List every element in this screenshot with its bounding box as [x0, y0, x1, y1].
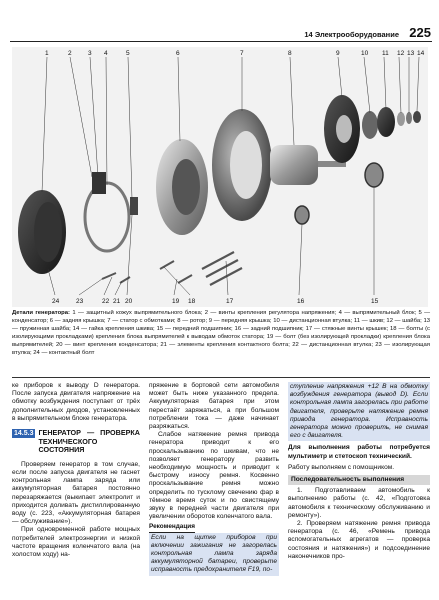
paragraph: Проверяем генератор в том случае, если после запуска двигателя не гаснет контрольная лампа заряда или аккумуляторная батарея постоянно перезаряжается (выкипает электролит и приходится доливать дистиллированную воду (с. 223, «Аккумуляторная батарея — обслуживание»). [12, 460, 140, 526]
caption-text: 1 — защитный кожух выпрямительного блока; 2 — винты крепления регулятора напряжения; 4 — выпрямительный блок; 5 — конденсатор; 6 — задняя крышка; 7 — статор с обмотками; 8 — ротор; 9 — передняя крышка; 10 — дистанционная втулка; 11 — шкив; 12 — шайба; 13 — пружинная шайба; 14 — гайка крепления шкива; 15 — передний подшипник; 16 — задний подшипник; 17 — стяжные винты крышек; 18 — болты (с изолирующими прокладками) крепления блока выпрямителей к выводам обмоток статора; 19 — болт (без изолирующей прокладки) крепления блока выпрямителей; 20 — винт крепления конденсатора; 21 — элементы крепления контактного болта; 22 — дистанционная втулка; 23 — изолирующая втулка; 24 — контактный болт [12, 310, 430, 356]
caption-rule [12, 377, 430, 378]
text-column-3 [288, 382, 430, 561]
front-cover-hub [336, 115, 352, 143]
header-rule [10, 41, 432, 42]
callout-11: 11 [382, 50, 389, 57]
paragraph: пряжение в бортовой сети автомобиля может быть ниже указанного предела. Аккумуляторная батарея при этом перестаёт заряжаться, а при большом потреблении тока — даже начинает разряжаться. [149, 382, 279, 431]
section-title: ГЕНЕРАТОР — ПРОВЕРКА ТЕХНИЧЕСКОГО СОСТОЯНИЯ [38, 428, 140, 455]
callout-6: 6 [176, 50, 180, 57]
callout-14: 14 [417, 50, 425, 57]
generator-parts-photo [12, 47, 428, 307]
paragraph: Слабое натяжение ремня привода генератора приводит к его проскальзыванию по шкивам, что не позволяет генератору развить необходимую мощность и приводит к быстрому износу ремня. Косвенно проскальзывание ремня можно определить по тусклому свечению фар в тёмное время суток и по свистящему звуку в передней части двигателя при увеличении оборотов коленчатого вала. [149, 431, 279, 521]
callout-17: 17 [226, 298, 234, 305]
spring-washer [406, 112, 412, 124]
caption-lead: Детали генератора: [12, 310, 71, 316]
callout-7: 7 [240, 50, 244, 57]
callout-21: 21 [113, 298, 121, 305]
callout-3: 3 [88, 50, 92, 57]
section-number: 14.5.3 [14, 430, 34, 438]
recommendation-title: Рекомендация [149, 523, 195, 532]
pulley [377, 107, 395, 137]
stator-bore [230, 131, 262, 199]
capacitor [130, 197, 138, 215]
rotor [270, 145, 318, 185]
callout-18: 18 [188, 298, 196, 305]
callout-23: 23 [76, 298, 84, 305]
callout-15: 15 [371, 298, 379, 305]
callout-5: 5 [126, 50, 130, 57]
text-column-1 [12, 382, 140, 559]
rear-cover-hub [172, 159, 200, 215]
callout-12: 12 [397, 50, 405, 57]
recommendation-text: Если на щитке приборов при включении зажигания не загорелась контрольная лампа заряда аккумуляторной батареи, проверьте исправность предохранителя F19, по- [149, 533, 279, 576]
callout-24: 24 [52, 298, 60, 305]
spacer-sleeve [362, 111, 378, 139]
callout-9: 9 [336, 50, 340, 57]
paragraph: Работу выполняем с помощником. [288, 463, 395, 471]
callout-4: 4 [104, 50, 108, 57]
figure-caption [12, 310, 430, 357]
callout-10: 10 [361, 50, 369, 57]
rear-bearing [295, 206, 309, 224]
procedure-step: 2. Проверяем натяжение ремня привода генератора (с. 46, «Ремень привода вспомогательных агрегатов — проверка состояния и натяжения») и подсоединение наконечников про- [288, 520, 430, 560]
callout-19: 19 [172, 298, 180, 305]
callout-13: 13 [407, 50, 415, 57]
chapter-header: 14 Электрооборудование [304, 30, 399, 39]
recommendation-text-continued: ступление напряжения +12 В на обмотку возбуждения генератора (вывод D). Если контрольная лампа загорелась при работе двигателя, проверьте натяжение ремня привода генератора. Исправность генератора можно проверить, не снимая его с двигателя. [288, 382, 430, 441]
cover-inner [34, 202, 62, 262]
tools-required: Для выполнения работы потребуется мультиметр и стетоскоп технический. [288, 444, 430, 460]
paragraph: ке приборов к выводу D генератора. После запуска двигателя напряжение на обмотку возбуждения поступает от трёх дополнительных диодов, установленных в выпрямительном блоке генератора. [12, 382, 140, 422]
page-number: 225 [409, 25, 431, 40]
pulley-nut [413, 111, 421, 123]
callout-8: 8 [288, 50, 292, 57]
voltage-regulator [92, 172, 106, 194]
section-heading [12, 429, 140, 455]
callout-2: 2 [68, 50, 72, 57]
text-column-2 [149, 382, 279, 576]
washer [397, 112, 405, 126]
callout-20: 20 [125, 298, 133, 305]
paragraph: При одновременной работе мощных потребителей электроэнергии и низкой частоте вращения коленчатого вала (на холостом ходу) на- [12, 526, 140, 559]
procedure-step: 1. Подготавливаем автомобиль к выполнению работы (с. 42, «Подготовка автомобиля к техническому обслуживанию и ремонту»). [288, 487, 430, 519]
front-bearing [365, 163, 383, 187]
callout-22: 22 [102, 298, 110, 305]
procedure-heading: Последовательность выполнения [288, 475, 430, 485]
callout-16: 16 [297, 298, 305, 305]
callout-1: 1 [45, 50, 49, 57]
